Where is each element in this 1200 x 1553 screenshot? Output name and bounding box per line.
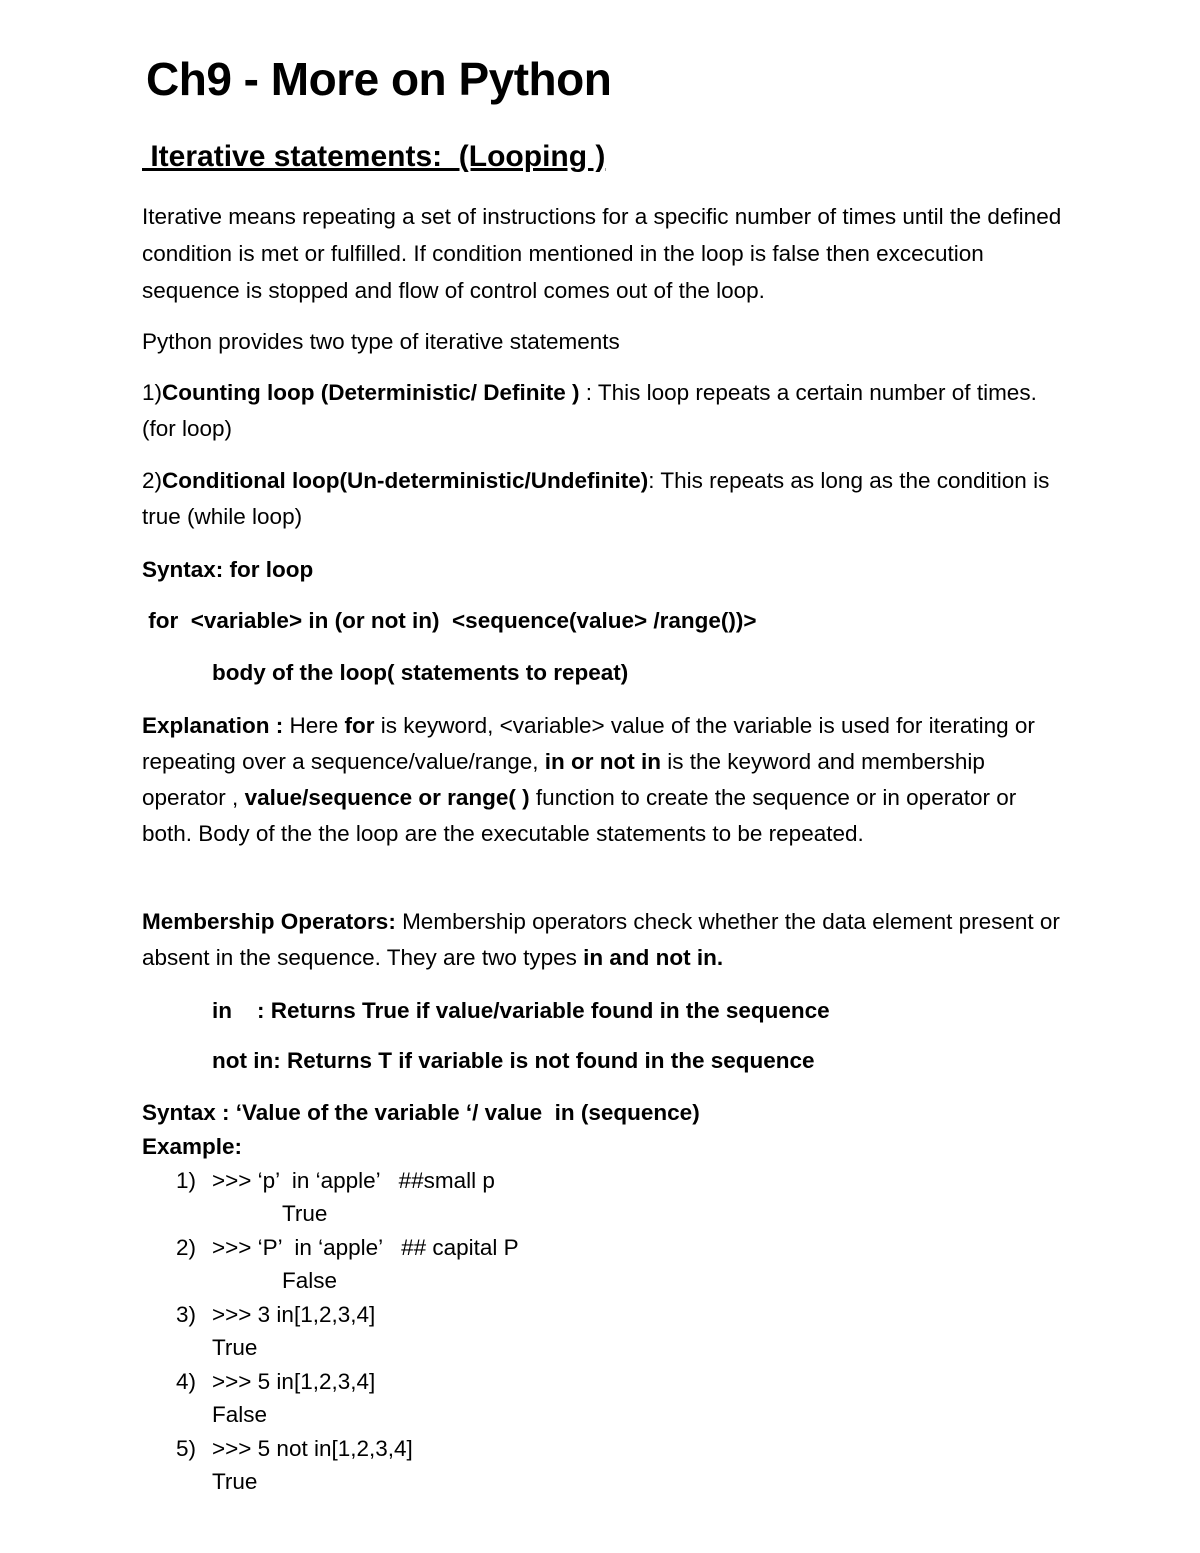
- explanation-text-4: function to create the sequence or in operator or both. Body of the the loop are the executable statements to be repeated.: [142, 785, 1017, 846]
- explanation-keyword-for: for: [344, 713, 375, 738]
- counting-loop-text: : This loop repeats a certain number of times. (for loop): [142, 380, 1037, 441]
- membership-text: Membership operators check whether the data element present or absent in the sequence. They are two types: [142, 909, 1060, 970]
- example-code: >>> 3 in[1,2,3,4]: [212, 1302, 376, 1327]
- explanation-paragraph: [142, 708, 1072, 852]
- conditional-loop-prefix: 2): [142, 468, 163, 493]
- example-code: >>> ‘P’ in ‘apple’ ## capital P: [212, 1235, 519, 1260]
- conditional-loop-term: Conditional loop(Un-deterministic/Undefinite): [162, 468, 649, 493]
- counting-loop-prefix: 1): [142, 380, 163, 405]
- counting-loop-term: Counting loop (Deterministic/ Definite ): [162, 380, 580, 405]
- membership-paragraph: [142, 904, 1072, 976]
- example-code: >>> 5 in[1,2,3,4]: [212, 1369, 376, 1394]
- types-intro: Python provides two type of iterative statements: [142, 329, 620, 354]
- example-number: 5): [176, 1436, 197, 1461]
- explanation-text-1: Here: [283, 713, 345, 738]
- explanation-label: Explanation :: [142, 713, 284, 738]
- intro-paragraph: Iterative means repeating a set of instructions for a specific number of times until the defined condition is met or fulfilled. If condition mentioned in the loop is false then excecution sequence is stopped and flow of control comes out of the loop.: [142, 204, 1062, 303]
- in-operator-definition: in : Returns True if value/variable found in the sequence: [212, 998, 830, 1023]
- syntax-for-label: Syntax: for loop: [142, 557, 314, 582]
- explanation-text-2: is keyword, <variable> value of the variable is used for iterating or repeating over a sequence/value/range,: [142, 713, 1035, 774]
- example-number: 2): [176, 1235, 197, 1260]
- explanation-text-3: is the keyword and membership operator ,: [142, 749, 985, 810]
- counting-loop-paragraph: [142, 375, 1072, 447]
- example-number: 1): [176, 1168, 197, 1193]
- conditional-loop-text: : This repeats as long as the condition is true (while loop): [142, 468, 1050, 529]
- section-heading: Iterative statements: (Looping ): [142, 140, 606, 173]
- example-result: False: [212, 1402, 268, 1427]
- example-label: Example:: [142, 1134, 243, 1159]
- membership-label: Membership Operators:: [142, 909, 396, 934]
- example-number: 3): [176, 1302, 197, 1327]
- example-result: True: [282, 1201, 328, 1226]
- not-in-operator-definition: not in: Returns T if variable is not found in the sequence: [212, 1048, 815, 1073]
- page-title: Ch9 - More on Python: [146, 53, 612, 105]
- explanation-keyword-range: value/sequence or range( ): [244, 785, 530, 810]
- example-result: False: [282, 1268, 338, 1293]
- example-code: >>> 5 not in[1,2,3,4]: [212, 1436, 413, 1461]
- syntax-for-line: for <variable> in (or not in) <sequence(value> /range())>: [142, 608, 757, 633]
- example-number: 4): [176, 1369, 197, 1394]
- conditional-loop-paragraph: [142, 463, 1072, 535]
- example-code: >>> ‘p’ in ‘apple’ ##small p: [212, 1168, 495, 1193]
- example-result: True: [212, 1335, 258, 1360]
- syntax-membership: Syntax : ‘Value of the variable ‘/ value in (sequence): [142, 1100, 700, 1125]
- explanation-keyword-in: in or not in: [544, 749, 662, 774]
- syntax-body-line: body of the loop( statements to repeat): [212, 660, 629, 685]
- membership-types: in and not in.: [583, 945, 724, 970]
- example-result: True: [212, 1469, 258, 1494]
